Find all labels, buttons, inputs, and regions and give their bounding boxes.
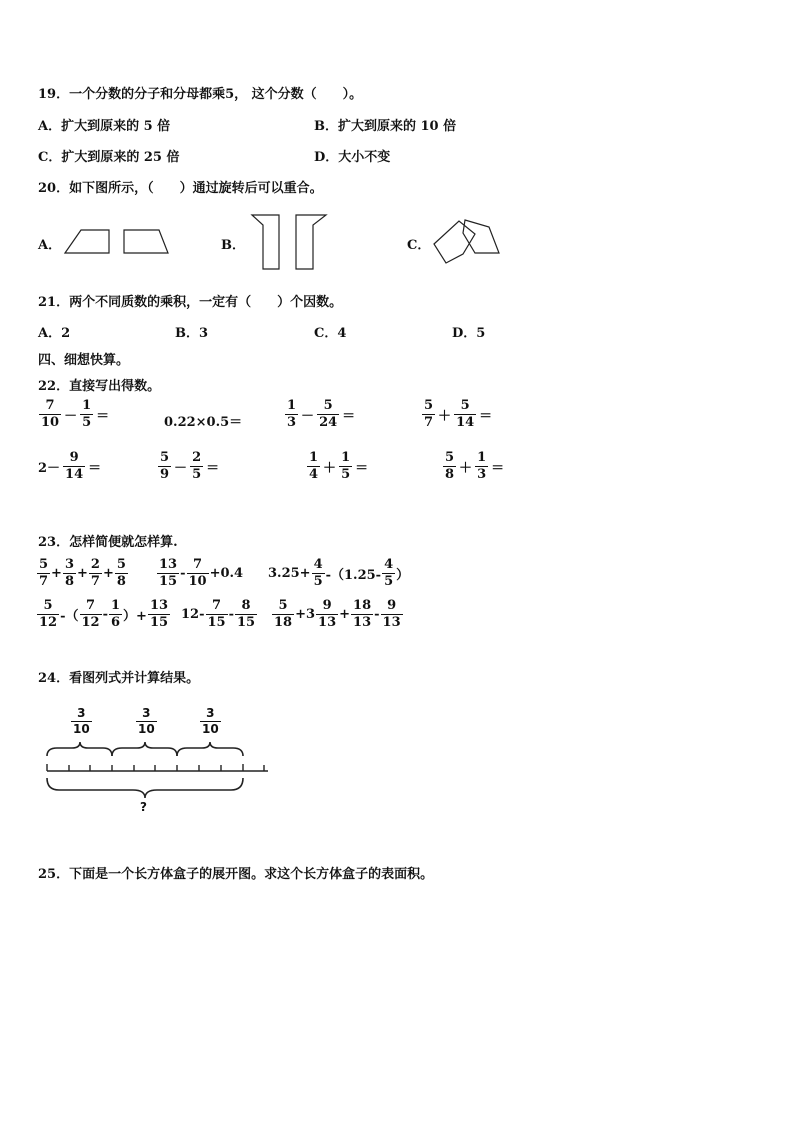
q22-expr-3[interactable]: $\frac{1}{3}$ － $\frac{5}{24}$ ＝ [287,398,356,430]
q23-expr-2[interactable]: $\frac{13}{15}$ - $\frac{7}{10}$ +0.4 [159,557,244,589]
q23-expr-6[interactable]: $\frac{5}{18}$ +3 $\frac{9}{13}$ + $\frac{18}{13}$ - $\frac{9}{13}$ [274,598,401,630]
q20-stem: 20．如下图所示，（ ）通过旋转后可以重合。 [38,181,323,196]
q21-stem: 21．两个不同质数的乘积，一定有（ ）个因数。 [38,295,343,310]
q22-expr-8[interactable]: $\frac{5}{8}$ ＋ $\frac{1}{3}$ ＝ [445,450,505,482]
q24-label-3: $\frac{3}{10}$ [202,706,219,736]
q23-expr-1[interactable]: $\frac{5}{7}$ + $\frac{3}{8}$ + $\frac{2}{7}$ + $\frac{5}{8}$ [39,557,126,589]
q20-option-a[interactable]: A． [38,238,62,253]
q24-number-line-diagram [40,740,272,808]
q22-expr-4[interactable]: $\frac{5}{7}$ ＋ $\frac{5}{14}$ ＝ [424,398,493,430]
q21-option-d[interactable]: D．5 [452,326,486,341]
q24-label-1: $\frac{3}{10}$ [73,706,90,736]
q21-option-c[interactable]: C．4 [314,326,347,341]
section-4-heading: 四、细想快算。 [38,353,130,368]
q22-stem: 22．直接写出得数。 [38,379,161,394]
q20-option-c[interactable]: C． [407,238,431,253]
q22-expr-1[interactable]: $\frac{7}{10}$ － $\frac{1}{5}$ ＝ [41,398,110,430]
q22-expr-2[interactable]: 0.22×0.5＝ [164,415,243,430]
q25-stem: 25．下面是一个长方体盒子的展开图。求这个长方体盒子的表面积。 [38,867,434,882]
q24-stem: 24．看图列式并计算结果。 [38,671,200,686]
q19-option-c[interactable]: C．扩大到原来的 25 倍 [38,150,180,165]
q20-option-b[interactable]: B． [221,238,245,253]
q23-expr-3[interactable]: 3.25+ $\frac{4}{5}$ -（1.25- $\frac{4}{5}$ ） [268,557,410,589]
q24-label-2: $\frac{3}{10}$ [138,706,155,736]
q23-expr-5[interactable]: 12- $\frac{7}{15}$ - $\frac{8}{15}$ [181,598,256,630]
q19-option-d[interactable]: D．大小不变 [314,150,391,165]
q23-stem: 23．怎样简便就怎样算. [38,535,178,550]
q20-figure-a-trapezoids [64,228,174,256]
q22-expr-6[interactable]: $\frac{5}{9}$ － $\frac{2}{5}$ ＝ [160,450,220,482]
q24-question-mark: ? [140,800,147,814]
q21-option-a[interactable]: A．2 [38,326,71,341]
q22-expr-5[interactable]: 2－ $\frac{9}{14}$ ＝ [38,450,102,482]
q23-expr-4[interactable]: $\frac{5}{12}$ -（ $\frac{7}{12}$ - $\frac{1}{6}$ ）+ $\frac{13}{15}$ [39,598,169,630]
q20-figure-b-l-shapes [251,214,331,272]
q20-figure-c-pentagons [431,215,503,267]
q19-stem: 19．一个分数的分子和分母都乘5， 这个分数（ ）。 [38,87,363,102]
q22-expr-7[interactable]: $\frac{1}{4}$ ＋ $\frac{1}{5}$ ＝ [309,450,369,482]
q21-option-b[interactable]: B．3 [175,326,209,341]
q19-option-a[interactable]: A．扩大到原来的 5 倍 [38,119,171,134]
q19-option-b[interactable]: B．扩大到原来的 10 倍 [314,119,457,134]
